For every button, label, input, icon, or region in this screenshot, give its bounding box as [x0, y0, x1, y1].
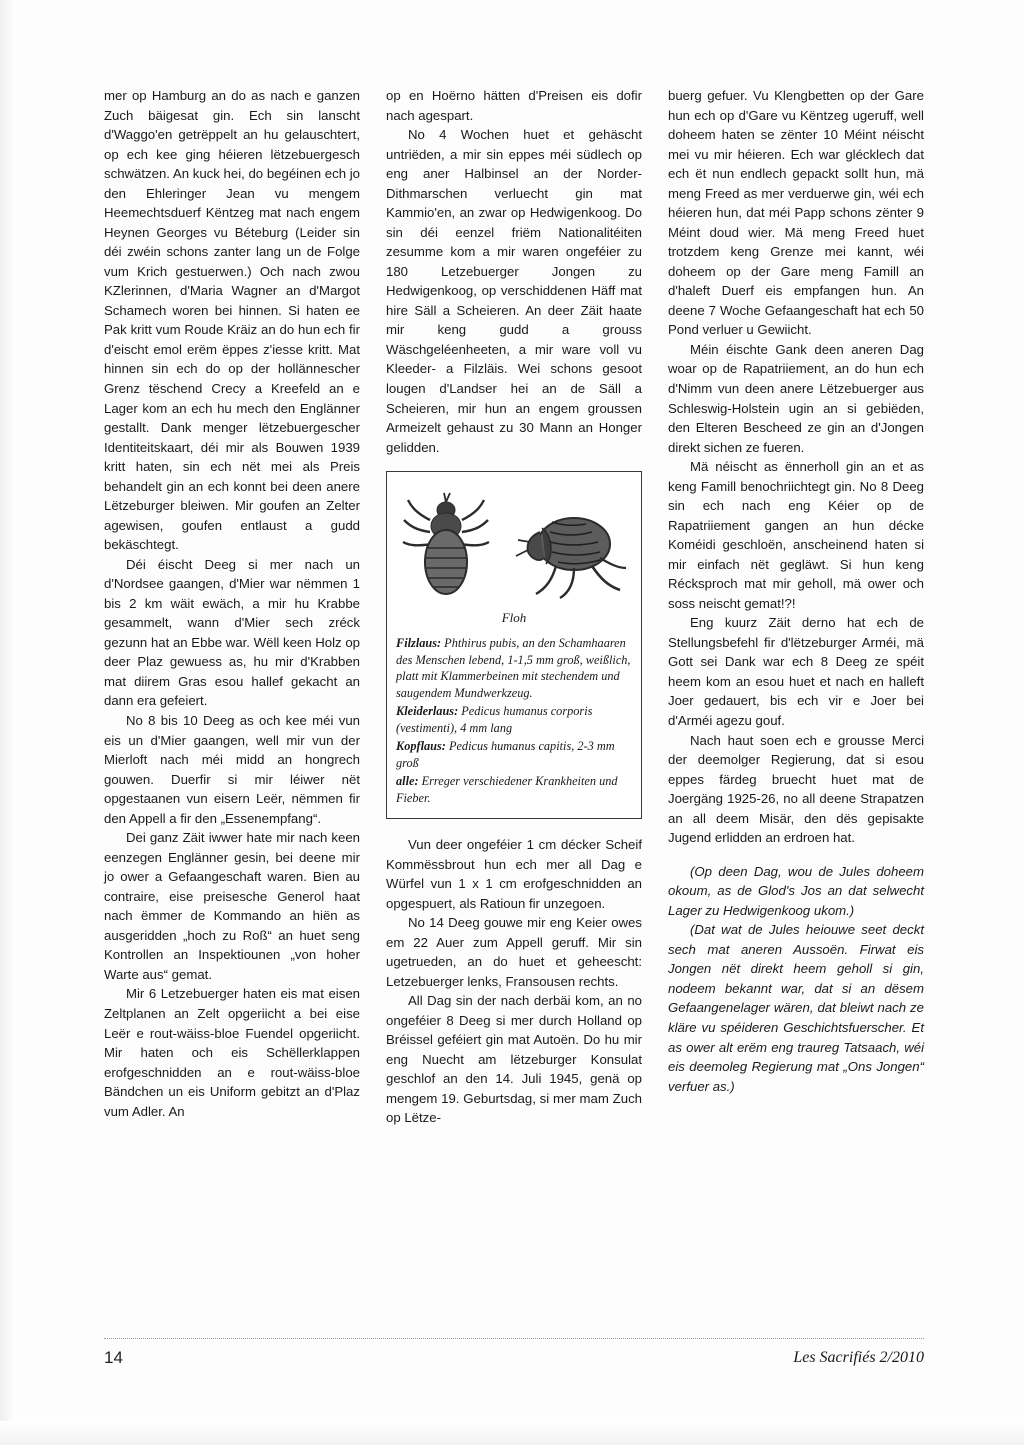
paragraph: Méin éischte Gank deen aneren Dag woar op de Rapatriiement, an do hun ech d'Nimm vun deen anere Lëtzebuerger aus Schleswig-Holstein ugin an si gebiëden, den Elteren Bescheed ze gin an d'Jongen direkt sichen ze fueren. — [668, 341, 924, 455]
figure-entry — [396, 738, 632, 771]
footer-publication-title: Les Sacrifiés 2/2010 — [793, 1349, 924, 1366]
figure-entry-text: Phthirus pubis, an den Schamhaaren des Menschen lebend, 1-1,5 mm groß, weißlich, platt mit Klammerbeinen mit stechendem und saugendem Mundwerkzeug. — [396, 636, 631, 700]
paragraph: buerg gefuer. Vu Klengbetten op der Gare hun ech op d'Gare vu Këntzeg ugeruff, well doheem haten se zënter 10 Méint néischt mei vu mir héieren. Ech war glécklech dat ech ët nun endlech gepackt sollt hun, mä meng Freed as mer verduerwe gin, wéi ech héieren hun, dat méi Papp schons zënter 9 Méint doud wier. Mä meng Freed huet trotzdem keng Grenze mei kannt, wéi doheem op der Gare meng Famill an d'haleft Duerf eis empfangen hun. An deene 7 Woche Gefaangeschaft hat ech 50 Pond verluer u Gewiicht. — [668, 88, 924, 338]
scan-edge-left — [0, 0, 16, 1445]
paragraph: No 14 Deeg gouwe mir eng Keier owes em 22 Auer zum Appell geruff. Mir sin ugetrueden, an do huet et geheescht: Letzebuerger lenks, Fransousen rechts. — [386, 915, 642, 989]
paragraph: Eng kuurz Zäit derno hat ech de Stellungsbefehl fir d'lëtzeburger Arméi, mä Gott sei Dank war ech 8 Deeg ze spéit heem kom an esou huet et nach en halleft Joer gedauert, bis ech vir e Joer bei d'Arméi agezu gouf. — [668, 615, 924, 728]
paragraph-note: (Op deen Dag, wou de Jules doheem okoum, as de Glod's Jos an dat selwecht Lager zu Hedwigenkoog ukom.) — [668, 863, 924, 918]
paragraph: Mir 6 Letzebuerger haten eis mat eisen Zeltplanen an Zelt opgeriicht a bei eise Leër e rout-wäiss-bloe Fuendel opgeriicht. Mir haten och eis Schëllerklappen erofgeschnidden an e rout-wäiss-bloe Bändchen un eis Uniform gebitzt an d'Plaz vum Adler. An — [104, 986, 360, 1119]
column-middle — [386, 86, 642, 1301]
figure-entry-text: Pedicus humanus corporis (vestimenti), 4 mm lang — [396, 704, 593, 735]
figure-entry-text: Erreger verschiedener Krankheiten und Fieber. — [396, 774, 618, 805]
paragraph: Nach haut soen ech e grousse Merci der deemolger Regierung, dat si esou eppes färdeg bruecht huet mat de Joergäng 1925-26, no all deene Strapatzen an all deem Misär, den dës gepisakte Jugend erlidden an erdroen hat. — [668, 732, 924, 846]
flea-illustration — [512, 502, 628, 602]
column-left — [104, 86, 360, 1301]
figure-entry-lead: Filzlaus: — [396, 636, 442, 651]
paragraph-note: (Dat wat de Jules heiouwe seet deckt sech mat aneren Aussoën. Firwat eis Jongen nët direkt heem geholl si gin, nodeem bekannt war, dat si an dësem Gefaangenelager wären, dat bleiwt nach ze kläre vu spéideren Geschichtsfuerscher. Et as ower alt erëm eng traureg Tatsaach, wéi eis deemoleg Regierung mat „Ons Jongen“ verfuer as.) — [668, 922, 924, 1094]
page-number: 14 — [104, 1348, 123, 1367]
figure-entry — [396, 703, 632, 736]
figure-entry-text: Pedicus humanus capitis, 2-3 mm groß — [396, 739, 615, 770]
figure-entry-lead: alle: — [396, 774, 419, 789]
figure-caption-title: Floh — [501, 610, 527, 626]
figure-entry — [396, 635, 632, 701]
figure-caption-body — [396, 635, 632, 806]
paragraph: Vun deer ongeféier 1 cm décker Scheif Kommëssbrout hun ech mer all Dag e Würfel vun 1 x 1 cm erofgeschnidden an opgespuert, als Ratioun fir unzegoen. — [386, 837, 642, 911]
paragraph: No 8 bis 10 Deeg as och kee méi vun eis un d'Mier gaangen, well mir vun der Mierloft nach méi midd an hongrech gouwen. Duerfir si mir léiwer nët opgestaanen vun eisern Leër, nëmmen fir den Appell a fir den „Essenempfang“. — [104, 713, 360, 826]
paragraph: Dei ganz Zäit iwwer hate mir nach keen eenzegen Englänner gesin, bei deene mir jo ower a Gefaangeschaft waren. Bien au contraire, eise preisesche Generol haat nach ëmmer de Kommando an hiën as ausgeridden „hoch zu Roß“ an huet seng Kontrollen an Inspektiounen „von hoher Warte aus“ gemat. — [104, 830, 360, 982]
figure-illustrations — [396, 480, 632, 602]
figure-parasites — [386, 471, 642, 819]
louse-illustration — [400, 490, 492, 602]
paragraph: All Dag sin der nach derbäi kom, an no ongeféier 8 Deeg si mer durch Holland op Bréissel geféiert gin mat Autoën. Do hu mir eng Nuecht am lëtzeburger Konsulat geschlof an den 14. Juli 1945, genä op mengem 19. Geburtsdag, si mer mam Zuch op Lëtze- — [386, 993, 642, 1126]
paragraph: Déi éischt Deeg si mer nach un d'Nordsee gaangen, d'Mier war nëmmen 1 bis 2 km wäit ewäch, a mir hu Krabbe gesammelt, wann d'Mier sech zréck gezunn hat an Ebbe war. Wëll keen Holz op deer Plaz gewuess as, hu mir d'Krabben mat diirem Gras esou hallef gekacht an dann era gefeiert. — [104, 556, 360, 709]
footer-divider — [104, 1338, 924, 1339]
figure-entry-lead: Kopflaus: — [396, 739, 446, 754]
paragraph: mer op Hamburg an do as nach e ganzen Zuch bäigesat gin. Ech sin lanscht d'Waggo'en getrëppelt an hu gelauschtert, op ech kee ging héieren lëtzebuergesch schwätzen. An kuck hei, do begéinen ech jo den Ehleringer Jean vu mengem Heemechtsduerf Këntzeg mat nach engem Heynen Georges vu Béteburg (Leider sin déi zwéin schons zanter lang un de Folge vum Krich gestuerwen.) Och nach zwou KZlerinnen, d'Maria Wagner an d'Margot Schamech woren bei hinnen. Si haten ee Pak kritt vum Roude Kräiz an do hun ech fir d'eischt emol erëm ëppes z'iesse kritt. Mat hinnen sin ech do op der hollännescher Grenz tëschend Crecy a Kreefeld an e Lager kom an ech hu mech den Englänner gestallt. Dank menger lëtzebuergescher Identiteitskaart, déi mir als Bouwen 1939 kritt haten, sin ech nët mei als Preis behandelt gin an ech konnt bei deen anere Lëtzeburger bleiwen. Mir goufen an Zelter agewisen, goufen entlaust a gudd bekäschtegt. — [104, 88, 360, 553]
text-columns — [104, 86, 924, 1301]
figure-entry-lead: Kleiderlaus: — [396, 704, 459, 719]
scan-edge-bottom — [0, 1421, 1024, 1445]
figure-entry — [396, 773, 632, 806]
paragraph: Mä néischt as ënnerholl gin an et as keng Famill benochriichtegt gin. No 8 Deeg sin ech nach eng Kéier op de Rapatriiement gangen an hun décke Koméidi geschloën, anscheinend haten si mir einfach nët gegläwt. Si hun keng Récksproch mat mir geholl, mä ower och soss neischt gemat!?! — [668, 459, 924, 611]
column-right — [668, 86, 924, 1301]
paragraph: op en Hoërno hätten d'Preisen eis dofir nach agespart. — [386, 88, 642, 123]
paragraph: No 4 Wochen huet et gehäscht untriëden, a mir sin eppes méi südlech op eng aner Halbinsel an der Norder-Dithmarschen verluecht gin mat Kammio'en, an zwar op Hedwigenkoog. Do sin déi eenzel friëm Nationalitéiten zesumme kom a mir waren ongeféier zu 180 Letzebuerger Jongen zu Hedwigenkoog, op verschiddenen Häff mat hire Säll a Scheieren. An deer Zäit haate mir keng gudd a grouss Wäschgeléenheeten, a mir ware voll vu Kleeder- a Filzläis. Wei schons gesoot lougen d'Landser hei an de Säll a Scheieren, mir hun an engem groussen Armeizelt gehaust zu 30 Mann an Honger gelidden. — [386, 127, 642, 455]
